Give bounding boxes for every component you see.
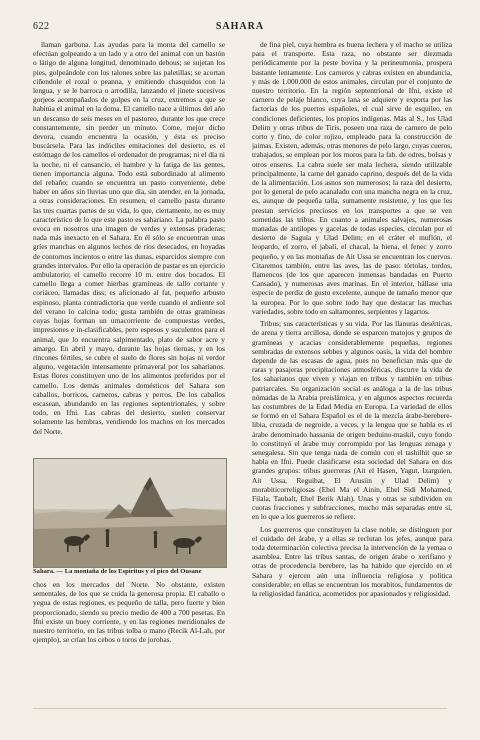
desert-scene-image bbox=[34, 459, 226, 567]
paragraph: chos en los mercados del Norte. No obstante, existen sementales, de los que se cuida la generosa propia. El caballo o yegua de estas regiones, es pequeño de talla, pero fuerte y bien proporcionado, siendo su precio medio de 400 a 700 pesetas. En Ifni existe un buey corriente, y en las regiones meridionales de nuestro territorio, en las tribus tolba o mano (Recik Al-Lah, por ejemplo), se crían los cebos o toros de jorobas. bbox=[33, 580, 225, 645]
page-header bbox=[33, 18, 447, 34]
page-number: 622 bbox=[33, 20, 50, 32]
caption-text: Sahara. — La montaña de los Espíritus y el pico del Ousane bbox=[33, 568, 202, 575]
running-title: SAHARA bbox=[215, 20, 265, 32]
page-footer-rule bbox=[33, 708, 447, 709]
paragraph: de fina piel, cuya hembra es buena lechera y el macho se utiliza para el transporte. Esta raza, no obstante ser diezmada periódicamente por la peste bovina y la perineumonía, prospera bastante lentamente. Los carneros y cabras existen en abundancia, y más de 1.000.000 de estos animales, circulan por el conjunto de nuestro territorio. En la región septentrional de Ifni, existe el carnero de pelaje blanco, cuya lana se adquiere y exporta por las factorías de los puertos españoles, el cual sirve de esquileo, en condiciones deficientes, los propios indígenas. Más al S., los Ulad Delim y otras tribus de Tiris, poseen una raza de carnero de pelo corto y fino, de color rojizo, empleado para la construcción de jaimas. Existen, además, otras menores de pelo largo, cuyas cueros, trabajados, se emplean por los moros para la fab. de odres, bolsas y otros enseres. La cabra suele ser mala lechera, siendo utilizable principalmente, la carne del ganado caprino, después del de la vida de la alimentación. Los asnos son numerosos; la raza del desierto, por lo general de pelo acanalado con una mancha negra en la cruz, es, aunque de pequeña talla, sumamente resistente, y los que les prestan servicios preciosos en los transportes a que se ven sometidas las tribus. En cuanto a animales salvajes, numerosas manadas de antílopes y gacelas de todas especies, circulan por el desierto de Saguía y Ulad Delim; en el cráter el muflón, el leopardo, el zorro, el jabalí, el chacal, la hiena, el fenec y zorro pequeño, y en las montañas de Ait Ussa se encuentran los cuervos. Citaremos también, entre las aves, las de paso: tórtolas, tordos, flamencos (de los que aparecen inmensas bandadas en Puerto Cansado), y numerosas aves marinas. En el interior, hállase una especie de perdiz de gusto excelente, aunque de tamaño menor que la europea. Por lo que sobre todo hay que destacar las muchas variedades, sobre todo en saltamontes, serpientes y lagartos. bbox=[252, 40, 452, 316]
left-column-bottom bbox=[33, 580, 225, 700]
desert-photograph bbox=[33, 458, 227, 568]
paragraph: llaman garbona. Las ayudas para la monta del camello se efectúan golpeando a un lado y a otro del animal con un bastón o látigo de alguna longitud, denominado debous; se sujetan los pies, golpeándole con los talones sobre las paletillas; se acortan ciñendole el rozal o peanna, y emitiendo chasquidos con la lengua, y se le barroca o arrodilla, lanzando el jinete sucesivos gorjeos acompañados de golpes en la cruz, extremos a que se habitúa el animal en la doma. El camello nace a últimos del año un descanso de seis meses en el pastoreo, durante los que crece constantemente, sin perder un minuto. Come, mejor dicho devora, cuando encuentra la ocasión, y ésta es preciso buscársela. Para las indóciles emitaciones del desierto, es el estómago de los camellos el ordenador de programas; ni el día ni la noche, ni el cansancio, el hambre y la fatiga de las gentes, tienen importancia alguna. Todo está subordinado al alimento del rebaño; cuando se encuentra un pasto conveniente, debe haber en años sin lluvias uno que día, sin atender, en la jornada, a otras consideraciones. En resumen, el camello pasta durante las tres cuartas partes de su vida, lo que, ciertamente, no es muy característico de lo que este pasto es sahariano. La palabra pasto evoca en nosotros una imagen de verdes y extensas praderas; nada más inexacto en el Sahara. En él sólo se encuentran unas gríes manchas en algunos lechos de ríos desecados, en hoyadas de contornos incientos o entre las dunas, esparcidos siempre con grandes intervalos. Por ello la operación de pastar es un ejercicio ambulatorio; el camello recorre 10 m. entre dos bocados. El camello llega a comer hierbas gramíneas de tallo cortante y coriáceo, llamadas diss; es aficionado al fat, pequeño arbusto espinoso, planta contradictoria que verde cuando el ardiente sol del verano lo calcina todo; gusta también de otras gramíneas cuyas hojas forman un umacorriente de compuestas verdes, impresiones e in-clasificables, pero espesos y suculentos para el animal, que lo encuentra salpimentado, plato de sabor acre y amargo. En abril y mayo, durante las hojas tiernas, y en los rincones fértiles, se cubre el suelo de flores sin hojas ni verdor alguno, vegetación intensamente primaveral por los saharianos. Estas flores constituyen uno de los alimentos preferidos por el camello. Los demás animales domésticos del Sahara son caballos, borricos, carneros, cabras y perros. De los caballos escasean, abundando en las regiones septentrionales, y sobre todo, en Ifni. Las cabras del desierto, suelen conservar solamente las hembras, vendiendo los machos en los mercados del Norte. bbox=[33, 40, 225, 436]
photo-caption bbox=[33, 568, 225, 576]
paragraph: Los guerreros que constituyen la clase noble, se distinguen por el cuidado del árabe, y a ellas se reclutan los jefes, aunque para toda determinación colectiva precisa la intervención de la yemaa o asamblea. Entre las tribus santas, de origen árabe o xerifiano y otras de procedencia berebere, las ha habido que ejercido en el Sahara y ejercen aún una influencia religiosa y política considerable; en ellas se encuentran los morabitos, fundamentos de la religiosidad fanática, acometidos por apasionados y religiosidad. bbox=[252, 524, 452, 598]
paragraph: Tribus; sus características y su vida. Por las llanuras desérticas, de arena y tierra arcillosa, donde se esparcen matojos y grupos de gramíneas y acacias considerablemente pequeñas, regiones sembradas de extensos sebbes y algunos oasis, la vida del hombre depende de las escasas de agua, pues no benefician más que de raras y pasajeras precipitaciones atmosféricas, discurre la vida de los saharianos que viven y viajan en tribus y también en tribus patriarcales. Su organización social es análoga a la de las tribus nómadas de la Arabia preislámica, y en algunos aspectos recuerda las costumbres de la Edad Media en Europa. La variedad de ellos se formó en el Sahara Español es el de la mezcla árabe-berebere-libia, cruzada de negroide, a veces, y la lengua que se habla es el árabe denominado hassania de origen beduino-maskil, cuyo fondo lo constituyó el árabe muy corrompido por las lenguas zenaga y senegalesa. Sin que tenga nada de común con el tashilhit que se habla en Ifni. Puede clasificarse esta sociedad del Sahara en dos grandes grupos: tribus guerreras (Ait el Hasen, Yagut, Izarguien, Ait Ussa, Reguibat, El Arusiin y Ulad Delim) y morabiticorreligiosas (Ehel Ma el Ainin, Ehel Sidi Mohamed, Filala, Taubalt, Ehel Berik Alah). Unas y otras se subdividen en cuotas fracciones y subfracciones, mucho más separadas entre sí, en lo que a los guerreros se refiere. bbox=[252, 319, 452, 522]
right-column bbox=[252, 40, 452, 693]
left-column bbox=[33, 40, 225, 440]
